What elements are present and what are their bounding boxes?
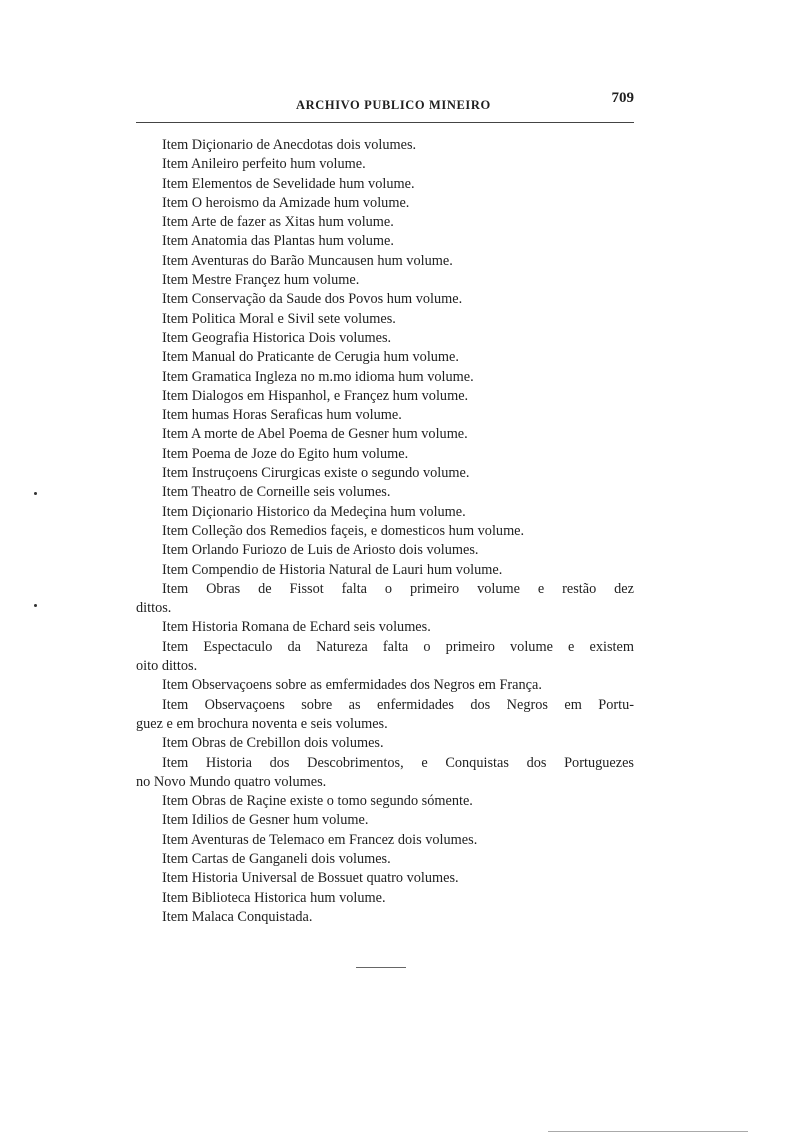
inventory-entry: Item Observaçoens sobre as emfermidades dos Negros em França. (162, 677, 542, 694)
inventory-entry: Item A morte de Abel Poema de Gesner hum volume. (162, 426, 468, 443)
inventory-entry: Item Mestre Françez hum volume. (162, 272, 360, 289)
running-title: ARCHIVO PUBLICO MINEIRO (296, 98, 491, 112)
inventory-entry: Item Theatro de Corneille seis volumes. (162, 484, 391, 501)
inventory-entry: Item Instruçoens Cirurgicas existe o segundo volume. (162, 465, 470, 482)
inventory-entry: Item Idilios de Gesner hum volume. (162, 812, 369, 829)
margin-mark (34, 604, 37, 607)
inventory-entry: Item Historia dos Descobrimentos, e Conquistas dos Portuguezes (162, 754, 634, 771)
inventory-entry: Item Anatomia das Plantas hum volume. (162, 233, 394, 250)
entry-continuation: no Novo Mundo quatro volumes. (136, 773, 327, 790)
inventory-entry: Item Obras de Fissot falta o primeiro volume e restão dez (162, 580, 634, 597)
entry-continuation: dittos. (136, 600, 172, 617)
inventory-entry: Item Historia Romana de Echard seis volumes. (162, 619, 431, 636)
entry-continuation: oito dittos. (136, 658, 198, 675)
inventory-entry: Item Gramatica Ingleza no m.mo idioma hum volume. (162, 368, 474, 385)
entry-continuation: guez e em brochura noventa e seis volumes. (136, 715, 388, 732)
inventory-entry: Item Aventuras do Barão Muncausen hum volume. (162, 252, 453, 269)
inventory-entry: Item Dialogos em Hispanhol, e Françez hum volume. (162, 387, 469, 404)
inventory-entry: Item Cartas de Ganganeli dois volumes. (162, 850, 391, 867)
inventory-entry: Item Aventuras de Telemaco em Francez dois volumes. (162, 831, 478, 848)
inventory-entry: Item O heroismo da Amizade hum volume. (162, 194, 410, 211)
inventory-entry: Item Elementos de Sevelidade hum volume. (162, 175, 415, 192)
inventory-entry: Item Geografia Historica Dois volumes. (162, 329, 392, 346)
inventory-entry: Item Anileiro perfeito hum volume. (162, 156, 366, 173)
inventory-entry: Item Malaca Conquistada. (162, 908, 313, 925)
inventory-entry: Item humas Horas Seraficas hum volume. (162, 407, 402, 424)
page-header (136, 88, 634, 123)
scan-edge-line (548, 1131, 748, 1132)
inventory-entry: Item Diçionario de Anecdotas dois volumes. (162, 137, 417, 153)
inventory-entry: Item Historia Universal de Bossuet quatro volumes. (162, 870, 459, 887)
inventory-entry: Item Poema de Joze do Egito hum volume. (162, 445, 409, 462)
inventory-entry: Item Obras de Raçine existe o tomo segundo sómente. (162, 793, 473, 810)
inventory-entry: Item Observaçoens sobre as enfermidades dos Negros em Portu- (162, 696, 634, 713)
inventory-list (136, 136, 634, 927)
inventory-entry: Item Orlando Furiozo de Luis de Ariosto dois volumes. (162, 542, 479, 559)
page-number: 709 (611, 90, 634, 106)
end-separator (356, 967, 406, 968)
margin-mark (34, 492, 37, 495)
inventory-entry: Item Obras de Crebillon dois volumes. (162, 735, 384, 752)
inventory-entry: Item Conservação da Saude dos Povos hum volume. (162, 291, 463, 308)
inventory-entry: Item Biblioteca Historica hum volume. (162, 889, 386, 906)
inventory-entry: Item Arte de fazer as Xitas hum volume. (162, 214, 394, 231)
inventory-entry: Item Compendio de Historia Natural de Lauri hum volume. (162, 561, 503, 578)
inventory-entry: Item Politica Moral e Sivil sete volumes. (162, 310, 396, 327)
inventory-entry: Item Colleção dos Remedios façeis, e domesticos hum volume. (162, 522, 525, 539)
inventory-entry: Item Espectaculo da Natureza falta o primeiro volume e existem (162, 638, 634, 655)
inventory-entry: Item Manual do Praticante de Cerugia hum volume. (162, 349, 459, 366)
inventory-entry: Item Diçionario Historico da Medeçina hum volume. (162, 503, 466, 520)
